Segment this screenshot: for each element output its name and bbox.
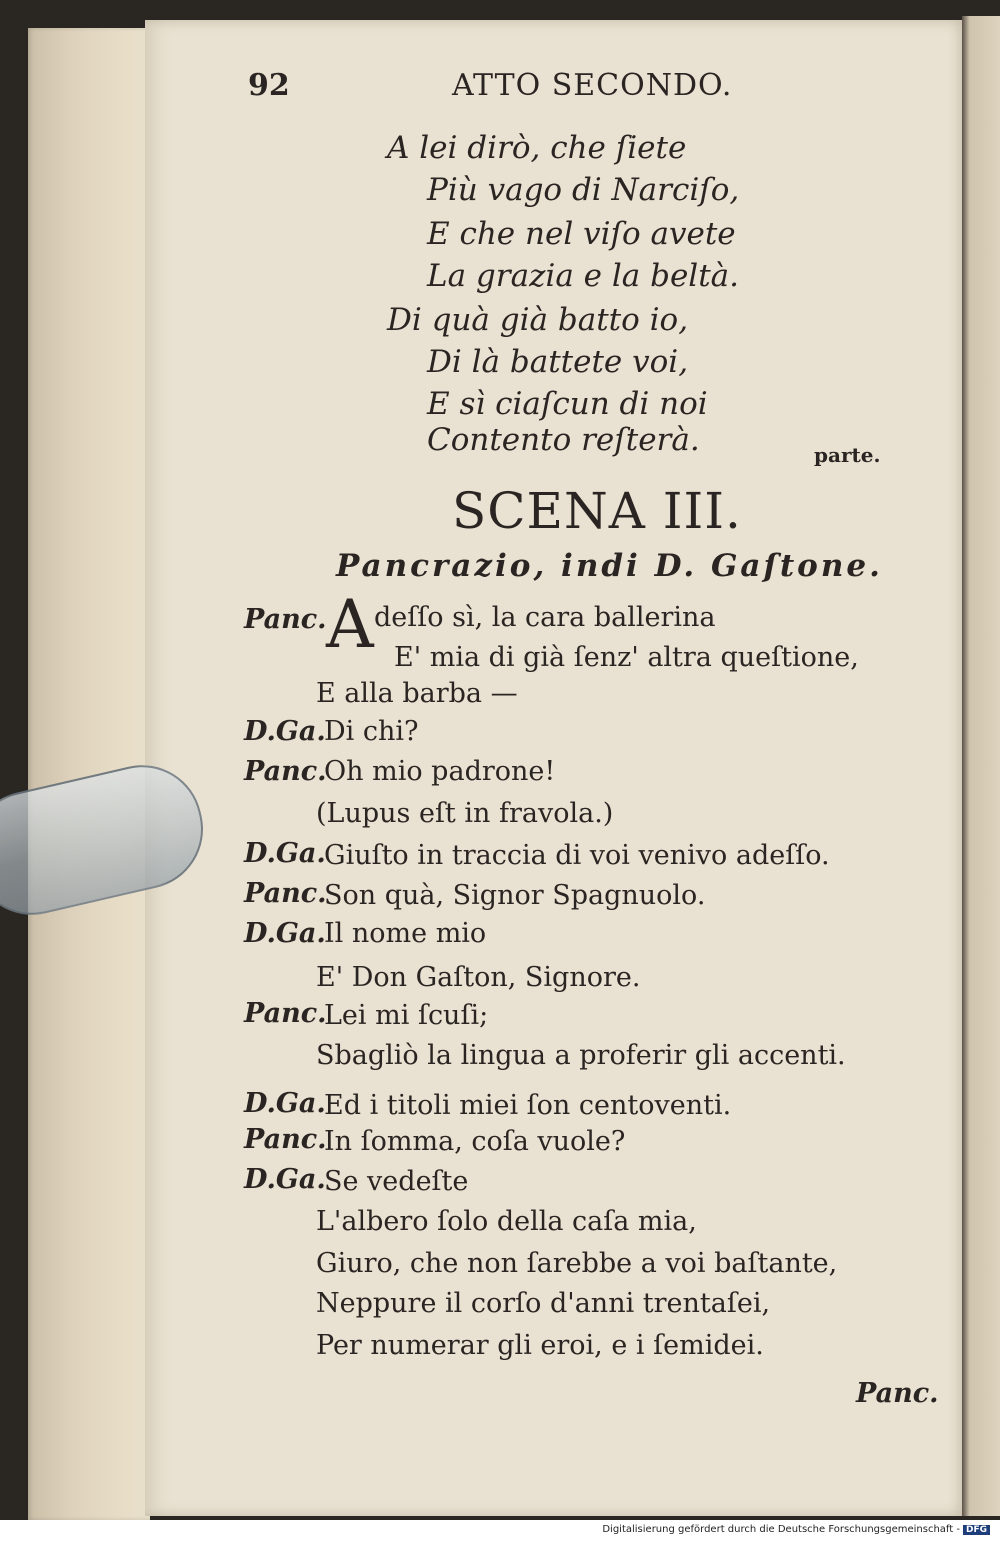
dialogue-line: In ſomma, coſa vuole? — [324, 1126, 626, 1157]
verse-line-5: Di quà già batto io, — [387, 302, 689, 338]
verse-line-4: La grazia e la beltà. — [427, 258, 739, 294]
catchword: Panc. — [856, 1378, 939, 1409]
dialogue-line: Lei mi ſcuſi; — [324, 1000, 489, 1031]
page-number: 92 — [248, 68, 290, 103]
dialogue-line: Oh mio padrone! — [324, 756, 556, 787]
speaker-label: D.Ga. — [244, 838, 326, 869]
dialogue-line: Se vedeſte — [324, 1166, 469, 1197]
verse-line-8: Contento reſterà. — [427, 422, 700, 458]
dialogue-line: Giuſto in traccia di voi venivo adeſſo. — [324, 840, 830, 871]
verse-line-7: E sì ciaſcun di noi — [427, 386, 708, 422]
verse-line-1: A lei dirò, che ſiete — [387, 130, 687, 166]
verse-line-3: E che nel viſo avete — [427, 216, 736, 252]
credit-text: Digitalisierung gefördert durch die Deutsche Forschungsgemeinschaft - — [602, 1524, 960, 1535]
digitization-credit — [602, 1524, 990, 1535]
drop-cap: A — [326, 586, 374, 663]
scene-title: SCENA III. — [452, 482, 742, 540]
dialogue-line: Di chi? — [324, 716, 419, 747]
dialogue-line: L'albero ſolo della caſa mia, — [316, 1206, 697, 1237]
speaker-label: D.Ga. — [244, 1164, 326, 1195]
speaker-label: D.Ga. — [244, 716, 326, 747]
dialogue-line: Neppure il corſo d'anni trentaſei, — [316, 1288, 771, 1319]
speaker-label: Panc. — [244, 756, 327, 787]
dialogue-line: Sbagliò la lingua a proferir gli accenti. — [316, 1040, 846, 1071]
speaker-label: Panc. — [244, 878, 327, 909]
scene-characters: Pancrazio, indi D. Gaſtone. — [336, 548, 883, 584]
verse-line-2: Più vago di Narciſo, — [427, 172, 740, 208]
dialogue-line: Per numerar gli eroi, e i ſemidei. — [316, 1330, 764, 1361]
running-title: ATTO SECONDO. — [452, 68, 733, 103]
dialogue-line: E' Don Gaſton, Signore. — [316, 962, 641, 993]
speaker-label: Panc. — [244, 604, 327, 635]
speaker-label: D.Ga. — [244, 1088, 326, 1119]
dialogue-line: E' mia di già ſenz' altra queſtione, — [394, 642, 859, 673]
dialogue-line: deſſo sì, la cara ballerina — [374, 602, 716, 633]
dfg-logo: DFG — [963, 1525, 990, 1535]
stage-direction: parte. — [814, 443, 881, 467]
verse-line-6: Di là battete voi, — [427, 344, 689, 380]
dialogue-line: Ed i titoli miei ſon centoventi. — [324, 1090, 732, 1121]
speaker-label: Panc. — [244, 1124, 327, 1155]
speaker-label: Panc. — [244, 998, 327, 1029]
facing-page-edge — [962, 16, 1000, 1516]
dialogue-line: Giuro, che non ſarebbe a voi baſtante, — [316, 1248, 838, 1279]
speaker-label: D.Ga. — [244, 918, 326, 949]
dialogue-line: Il nome mio — [324, 918, 487, 949]
dialogue-line: E alla barba — — [316, 678, 518, 709]
dialogue-line: Son quà, Signor Spagnuolo. — [324, 880, 706, 911]
dialogue-line: (Lupus eſt in fravola.) — [316, 798, 614, 829]
